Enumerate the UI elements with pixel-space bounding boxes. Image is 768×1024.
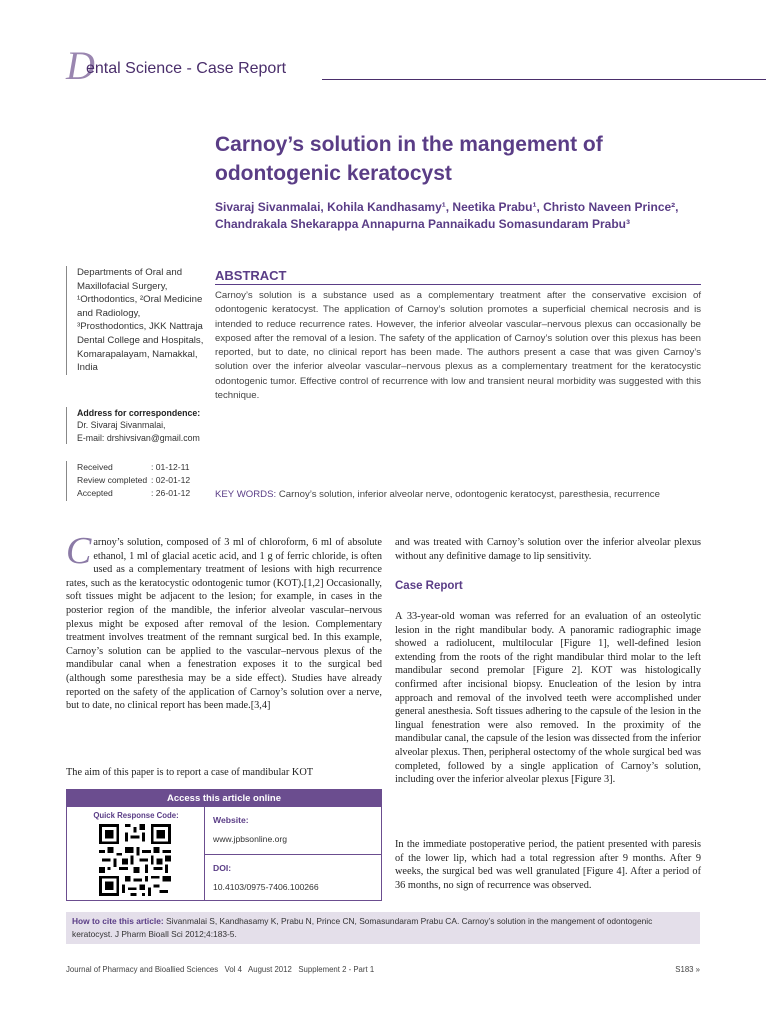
date-row-accepted [77, 487, 206, 500]
journal-info: Journal of Pharmacy and Bioallied Sciences Vol 4 August 2012 Supplement 2 - Part 1 [66, 965, 375, 974]
aim-paragraph: The aim of this paper is to report a case of mandibular KOT [66, 767, 314, 778]
abstract-text: Carnoy’s solution is a substance used as a complementary treatment after the conservative excision of odontogenic keratocyst. The application of Carnoy’s solution promotes a superficial chemical necrosis and is intended to reduce recurrence rates. However, the inferior alveolar vascular–nervous plexus can occasionally be exposed after the removal of a lesion. The safety of the application of Carnoy’s solution over this plexus has been reported, but to date, no clinical report has been made. The authors present a case that was given Carnoy’s solution over the inferior alveolar vascular–nervous plexus as a complementary treatment for the keratocystic odontogenic tumor. Effective control of recurrence with low and transient neural morbidity was suggested with this technique. [215, 290, 701, 402]
qr-label: Quick Response Code: [93, 811, 179, 820]
doi-cell [205, 855, 381, 901]
date-row-review [77, 474, 206, 487]
correspondence-label: Address for correspondence: [77, 408, 201, 418]
postoperative-paragraph: In the immediate postoperative period, the patient presented with paresis of the lower lip, which had a total regression after 9 months. After 9 weeks, the surgical bed was well granulated [Figure 4]. After a period of 36 months, no sign of recurrence was observed. [395, 839, 701, 891]
case-report-paragraph: A 33-year-old woman was referred for an evaluation of an osteolytic lesion in the right mandibular body. A panoramic radiographic image showed a radiolucent, multilocular [Figure 1], well-defined lesion extending from the roots of the right mandibular third molar to the left mandibular second premolar [Figure 2]. KOT was histologically confirmed after incisional biopsy. Enucleation of the lesion by intra approach and removal of the involved teeth were accomplished under general anesthesia. Soft tissues adhering to the capsule of the lesion in the lingual fenestration were also removed. In the proximity of the mandibular canal, the capsule of the lesion was dissected from the inferior alveolar plexus. Then, peripheral ostectomy of the whole surgical bed was completed, followed by a single application of Carnoy’s solution, including over the inferior alveolar plexus [Figure 3]. [395, 611, 701, 786]
case-report-heading: Case Report [395, 580, 463, 592]
correspondence [66, 407, 206, 444]
citation-text: Sivanmalai S, Kandhasamy K, Prabu N, Prince CN, Somasundaram Prabu CA. Carnoy’s solution in the mangement of odontogenic keratocyst. J Pharm Bioall Sci 2012;4:183-5. [72, 916, 653, 939]
authors-line-2: Chandrakala Shekarappa Annapurna Pannaikadu Somasundaram Prabu³ [215, 217, 631, 231]
header-rule [322, 79, 766, 80]
abstract-heading: ABSTRACT [215, 268, 701, 285]
keywords [215, 489, 701, 500]
website-cell [205, 807, 381, 855]
date-row-received [77, 461, 206, 474]
date-label: Received [77, 462, 113, 472]
section-title: ental Science - Case Report [86, 60, 287, 77]
intro-paragraph [66, 530, 382, 713]
date-value: : 26-01-12 [151, 488, 191, 499]
intro-continuation: and was treated with Carnoy’s solution over the inferior alveolar plexus without any definitive damage to lip sensitivity. [395, 537, 701, 562]
correspondence-name: Dr. Sivaraj Sivanmalai, [77, 420, 166, 431]
doi-link[interactable]: 10.4103/0975-7406.100266 [213, 882, 319, 892]
citation-label: How to cite this article: [72, 916, 164, 926]
correspondence-email[interactable]: E-mail: drshivsivan@gmail.com [77, 432, 200, 443]
affiliations: Departments of Oral and Maxillofacial Surgery, ¹Orthodontics, ²Oral Medicine and Radiology, ³Prosthodontics, JKK Nattraja Dental College and Hospitals, Komarapalayam, Namakkal, India [66, 266, 206, 375]
keywords-label: KEY WORDS: [215, 489, 277, 500]
access-title: Access this article online [67, 790, 381, 807]
drop-cap: C [66, 530, 92, 572]
page-number: S183 » [675, 965, 700, 974]
doi-label: DOI: [213, 863, 232, 873]
website-link[interactable]: www.jpbsonline.org [213, 834, 288, 844]
citation-box [66, 912, 700, 944]
keywords-text: Carnoy’s solution, inferior alveolar nerve, odontogenic keratocyst, paresthesia, recurrence [278, 489, 660, 500]
authors-line-1: Sivaraj Sivanmalai, Kohila Kandhasamy¹, Neetika Prabu¹, Christo Naveen Prince², [215, 200, 679, 214]
qr-cell [67, 807, 205, 901]
access-box [66, 789, 382, 901]
author-list [215, 199, 715, 233]
website-label: Website: [213, 815, 249, 825]
date-value: : 02-01-12 [151, 475, 191, 486]
article-dates [66, 461, 206, 501]
intro-text: arnoy’s solution, composed of 3 ml of chloroform, 6 ml of absolute ethanol, 1 ml of glacial acetic acid, and 1 g of ferric chloride, is often used as a complementary treatment of lesions with high recurrence rates, such as the keratocystic odontogenic tumor (KOT).[1,2] Occasionally, soft tissues might be adjacent to the lesion; for example, in cases in the posterior region of the mandible, the inferior alveolar vascular–nervous plexus might be exposed after removal of the lesion. Complementary treatment involves treatment of the remnant surgical bed. In this example, Carnoy’s solution can be applied to the vascular–nervous plexus of the mandibular canal when a fenestration exposes it to the surgical bed (although some paresthesia may be a side effect). Studies have already reported on the safety of the application of Carnoy’s solution over a nerve, but to date, no clinical report has been made.[3,4] [66, 537, 382, 712]
date-label: Review completed [77, 475, 148, 486]
section-header [66, 43, 706, 88]
date-label: Accepted [77, 488, 113, 499]
page-footer [66, 965, 700, 974]
qr-code-icon[interactable] [99, 824, 171, 896]
section-initial: D [66, 43, 95, 88]
article-title: Carnoy’s solution in the mangement of odontogenic keratocyst [215, 133, 603, 185]
date-value: : 01-12-11 [151, 462, 190, 472]
